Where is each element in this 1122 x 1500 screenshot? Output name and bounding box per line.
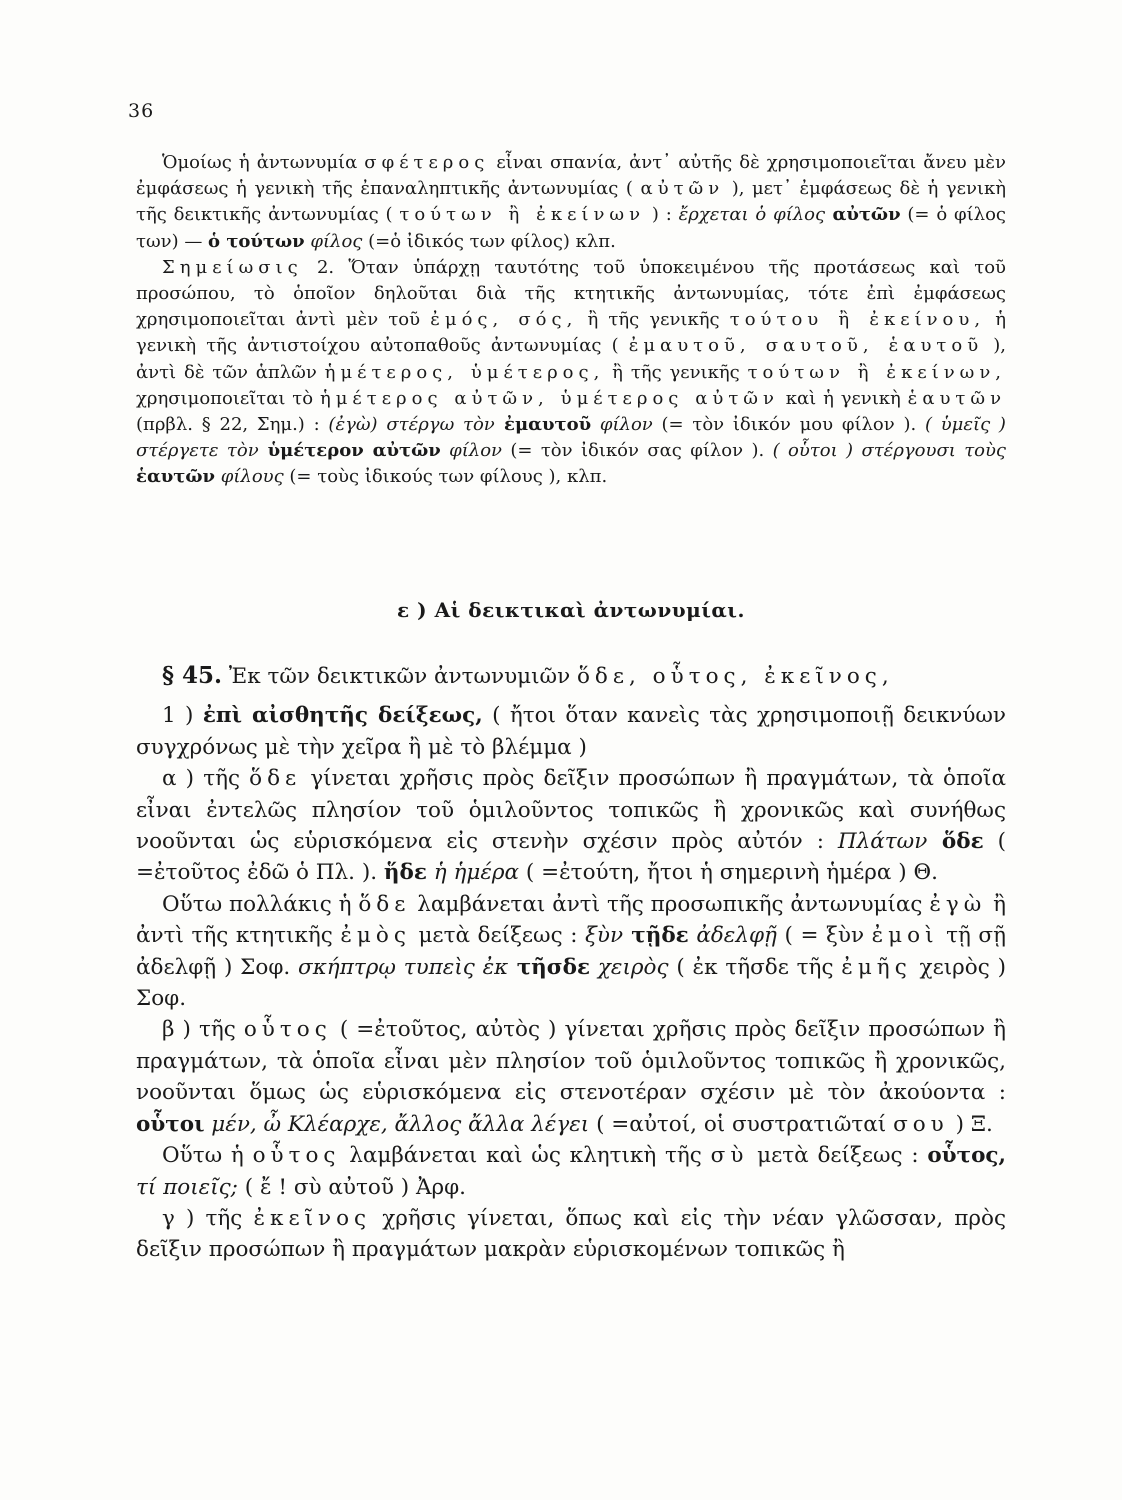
paragraph-possessive-plural: Ὁμοίως ἡ ἀντωνυμία σφέτερος εἶναι σπανία, ἀντ᾽ αὐτῆς δὲ χρησιμοποιεῖται ἄνευ μὲν ἐμφάσεως ἡ γενικὴ τῆς ἐπαναληπτικῆς ἀντωνυμίας ( αὐτῶν ), μετ᾽ ἐμφάσεως δὲ ἡ γενικὴ τῆς δεικτικῆς ἀντωνυμίας ( τούτων ἢ ἐκείνων ) : ἔρχεται ὁ φίλος αὐτῶν (= ὁ φίλος των) — ὁ τούτων φίλος (=ὁ ἰδικός των φίλος) κλπ.: [136, 152, 1006, 252]
paragraph-houto-1: Οὕτω πολλάκις ἡ ὅδε λαμβάνεται ἀντὶ τῆς προσωπικῆς ἀντωνυμίας ἐγὼ ἢ ἀντὶ τῆς κτητικῆς ἐμὸς μετὰ δείξεως : ξὺν τῇδε ἀδελφῇ ( = ξὺν ἐμοὶ τῇ σῇ ἀδελφῇ ) Σοφ. σκήπτρῳ τυπεὶς ἐκ τῆσδε χειρὸς ( ἐκ τῆσδε τῆς ἐμῆς χειρὸς ) Σοφ.: [136, 891, 1007, 1012]
section-heading: ε ) Αἱ δεικτικαὶ ἀντωνυμίαι.: [397, 598, 745, 622]
paragraph-beta: β ) τῆς οὗτος ( =ἐτοῦτος, αὐτὸς ) γίνεται χρῆσις πρὸς δεῖξιν προσώπων ἢ πραγμάτων, τὰ ὁποῖα εἶναι μὲν πλησίον τοῦ ὁμιλοῦντος τοπικῶς ἢ χρονικῶς, νοοῦνται ὅμως ὡς εὑρισκόμενα εἰς στενοτέραν σχέσιν μὲ τὸν ἀκούοντα : οὗτοι μέν, ὦ Κλέαρχε, ἄλλος ἄλλα λέγει ( =αὐτοί, οἱ συστρατιῶταί σου ) Ξ.: [136, 1017, 1007, 1137]
paragraph-note-2: Σημείωσις 2. Ὅταν ὑπάρχῃ ταυτότης τοῦ ὑποκειμένου τῆς προτάσεως καὶ τοῦ προσώπου, τὸ ὁποῖον δηλοῦται διὰ τῆς κτητικῆς ἀντωνυμίας, τότε ἐπὶ ἐμφάσεως χρησιμοποιεῖται ἀντὶ μὲν τοῦ ἐμός, σός, ἢ τῆς γενικῆς τούτου ἢ ἐκείνου, ἡ γενικὴ τῆς ἀντιστοίχου αὐτοπαθοῦς ἀντωνυμίας ( ἐμαυτοῦ, σαυτοῦ, ἑαυτοῦ ), ἀντὶ δὲ τῶν ἁπλῶν ἡμέτερος, ὑμέτερος, ἢ τῆς γενικῆς τούτων ἢ ἐκείνων, χρησιμοποιεῖται τὸ ἡμέτερος αὐτῶν, ὑμέτερος αὐτῶν καὶ ἡ γενικὴ ἑαυτῶν (πρβλ. § 22, Σημ.) : (ἐγὼ) στέργω τὸν ἐμαυτοῦ φίλον (= τὸν ἰδικόν μου φίλον ). ( ὑμεῖς ) στέργετε τὸν ὑμέτερον αὐτῶν φίλον (= τὸν ἰδικόν σας φίλον ). ( οὗτοι ) στέργουσι τοὺς ἑαυτῶν φίλους (= τοὺς ἰδικούς των φίλους ), κλπ.: [136, 256, 1007, 488]
paragraph-alpha: α ) τῆς ὅδε γίνεται χρῆσις πρὸς δεῖξιν προσώπων ἢ πραγμάτων, τὰ ὁποῖα εἶναι ἐντελῶς πλησίον τοῦ ὁμιλοῦντος τοπικῶς ἢ χρονικῶς καὶ συνήθως νοοῦνται ὡς εὑρισκόμενα εἰς στενὴν σχέσιν πρὸς αὐτόν : Πλάτων ὅδε ( =ἐτοῦτος ἐδῶ ὁ Πλ. ). ἥδε ἡ ἡμέρα ( =ἐτούτη, ἤτοι ἡ σημερινὴ ἡμέρα ) Θ.: [136, 766, 1006, 886]
paragraph-gamma: γ ) τῆς ἐκεῖνος χρῆσις γίνεται, ὅπως καὶ εἰς τὴν νέαν γλῶσσαν, πρὸς δεῖξιν προσώπων ἢ πραγμάτων μακρὰν εὑρισκομένων τοπικῶς ἢ: [136, 1205, 1006, 1263]
lower-text-block: [136, 660, 1006, 1266]
paragraph-houto-2: Οὕτω ἡ οὗτος λαμβάνεται καὶ ὡς κλητικὴ τῆς σὺ μετὰ δείξεως : οὗτος, τί ποιεῖς; ( ἔ ! σὺ αὐτοῦ ) Ἀρφ.: [136, 1143, 1006, 1200]
paragraph-item-1: 1 ) ἐπὶ αἰσθητῆς δείξεως, ( ἤτοι ὅταν κανεὶς τὰς χρησιμοποιῇ δεικνύων συγχρόνως μὲ τὴν χεῖρα ἢ μὲ τὸ βλέμμα ): [136, 703, 1006, 760]
paragraph-section-45: § 45. Ἐκ τῶν δεικτικῶν ἀντωνυμιῶν ὅδε, οὗτος, ἐκεῖνος,: [162, 662, 894, 689]
upper-text-block: [136, 150, 1006, 491]
page-number: 36: [128, 100, 155, 122]
